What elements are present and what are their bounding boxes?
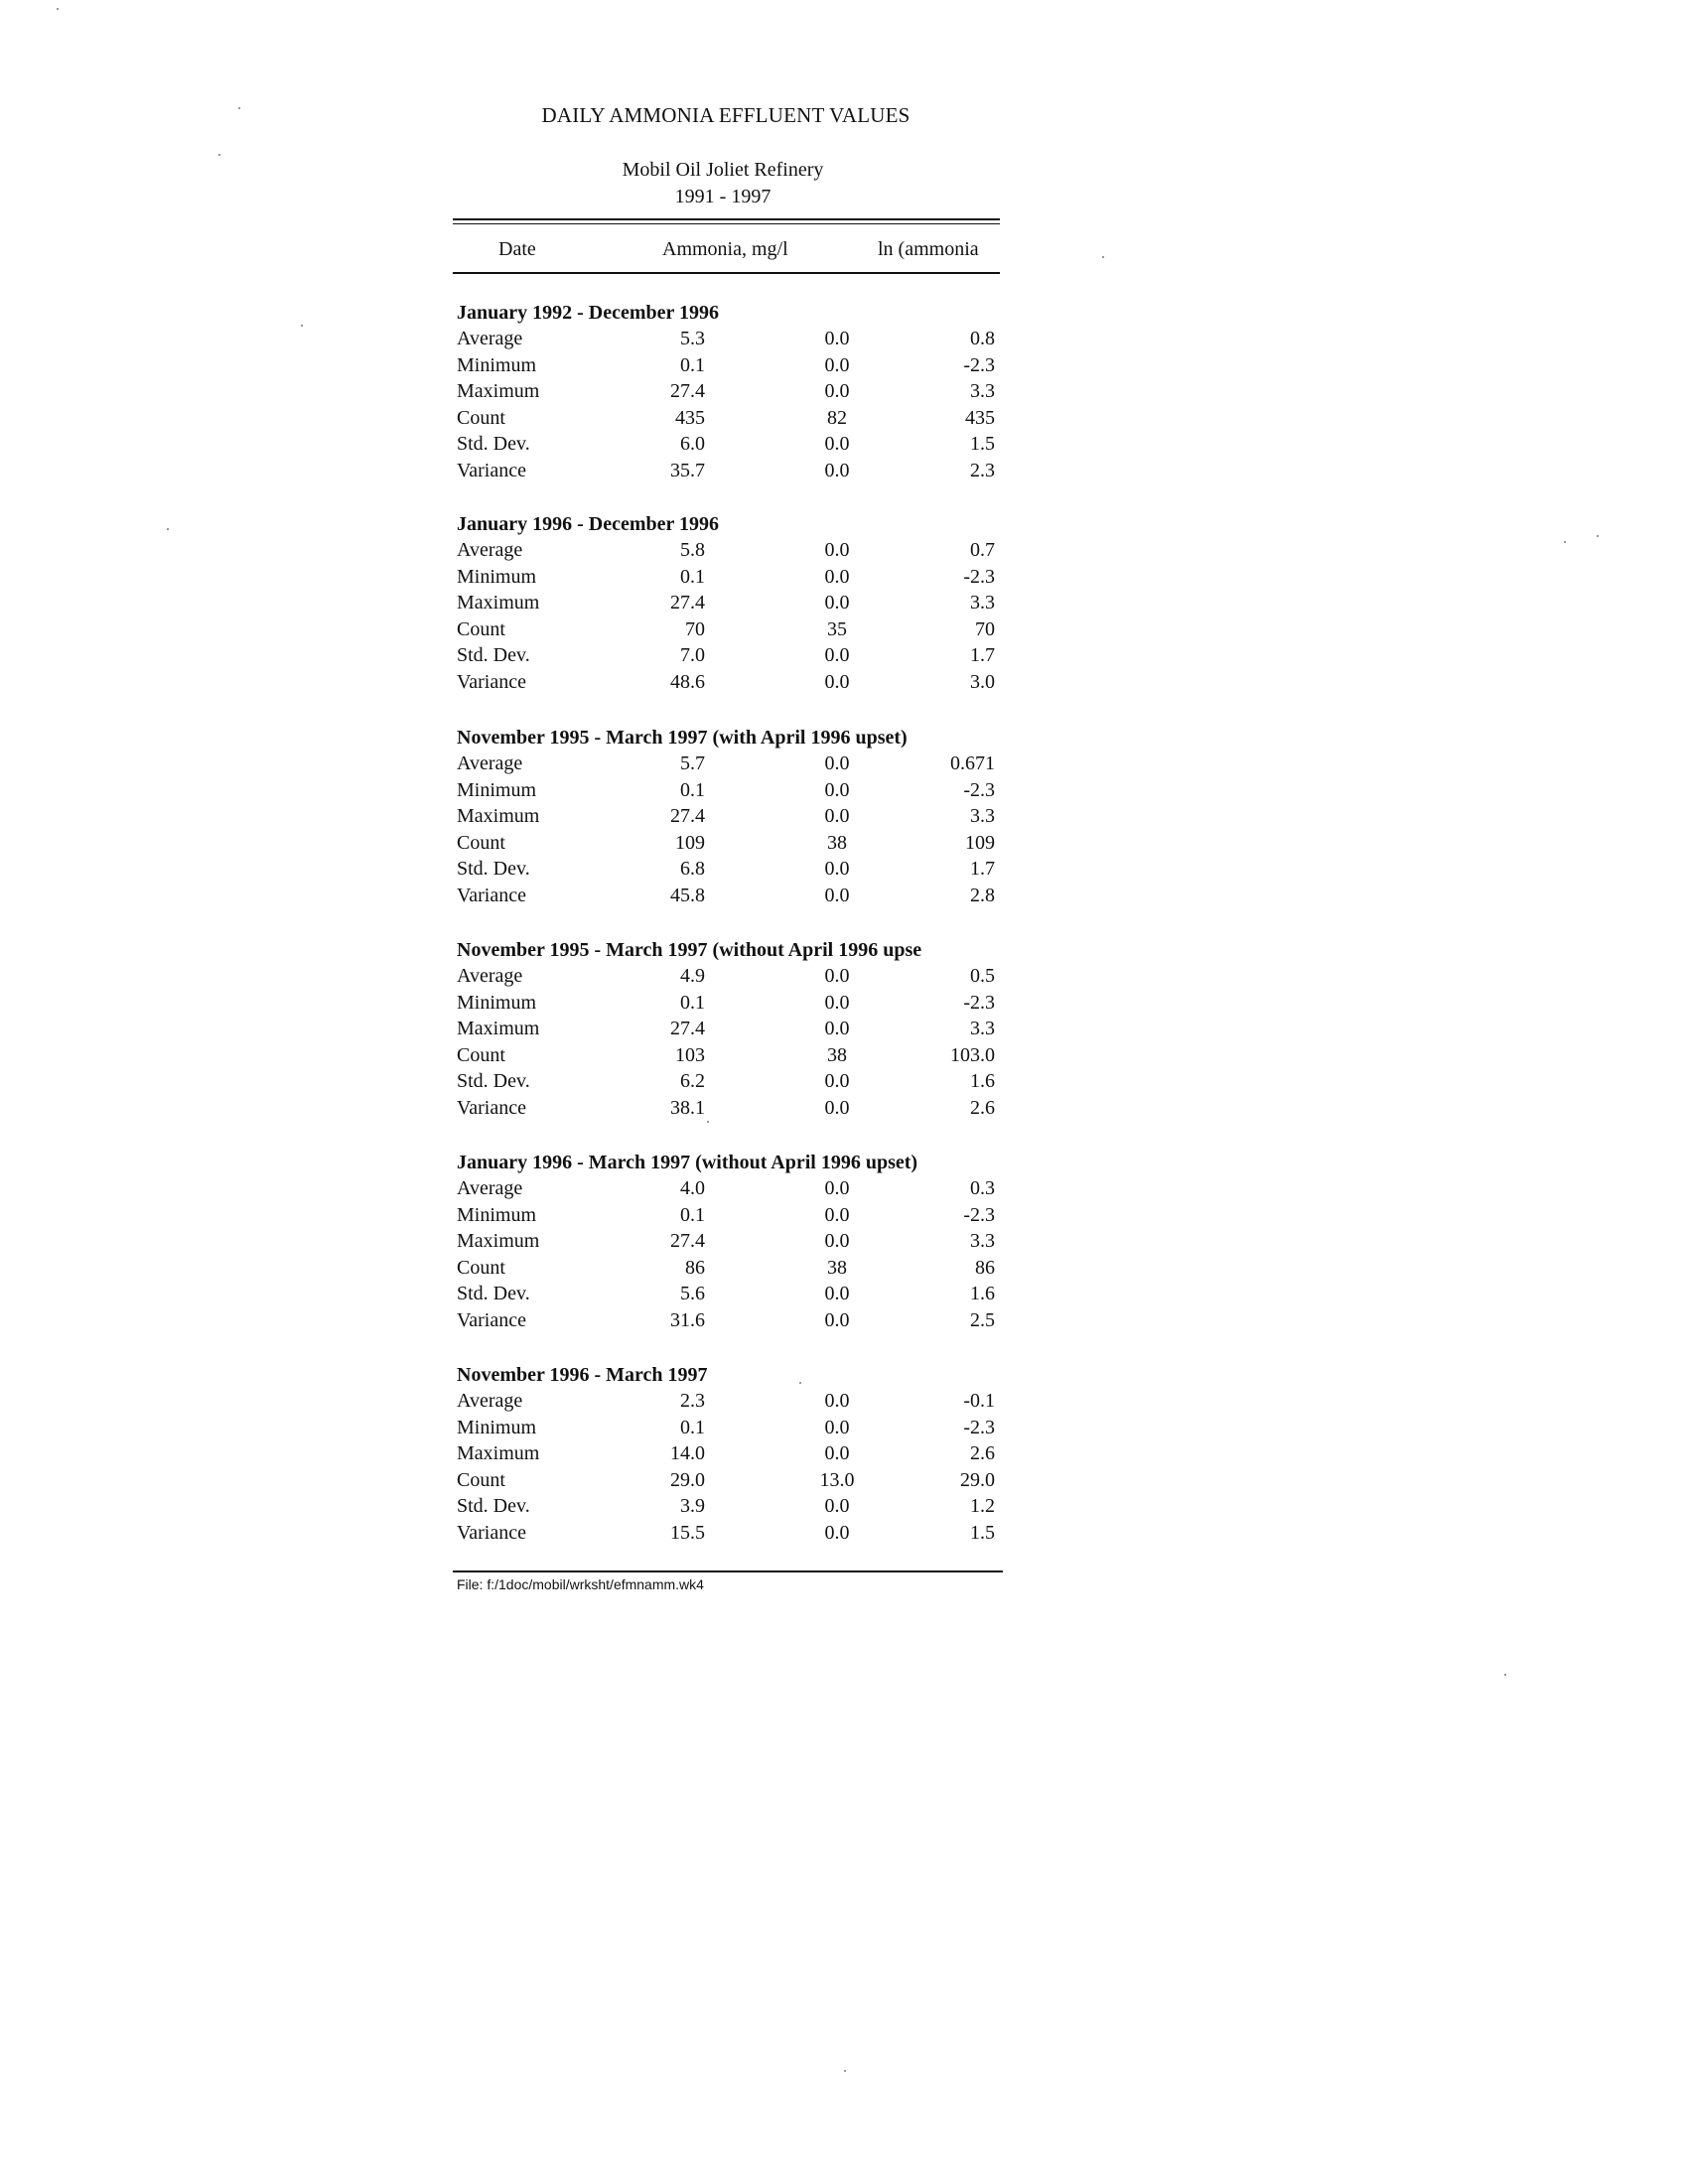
stat-label: Minimum [457, 991, 537, 1014]
stat-value-v2: 0.0 [824, 670, 850, 693]
stat-label: Minimum [457, 778, 537, 801]
stat-value-v2: 0.0 [824, 353, 850, 376]
stat-value-v3: 2.3 [970, 459, 995, 481]
refinery-name: Mobil Oil Joliet Refinery [622, 159, 824, 181]
stat-value-v1: 38.1 [670, 1096, 705, 1119]
stat-label: Std. Dev. [457, 858, 530, 881]
table-row [453, 1415, 1009, 1441]
stat-value-v1: 14.0 [670, 1442, 705, 1465]
stat-label: Variance [457, 1308, 526, 1331]
stat-label: Count [457, 406, 505, 429]
stat-value-v3: 2.6 [970, 1096, 995, 1119]
stat-value-v2: 35 [827, 617, 847, 640]
section-title: January 1996 - December 1996 [457, 513, 720, 535]
stat-label: Average [457, 328, 523, 349]
stat-value-v3: 70 [975, 617, 995, 640]
stat-value-v1: 0.1 [680, 778, 705, 801]
scan-speck [799, 1382, 801, 1384]
table-row [453, 830, 1009, 857]
stat-label: Minimum [457, 565, 537, 588]
stat-label: Maximum [457, 1230, 540, 1253]
stat-value-v2: 0.0 [824, 592, 850, 614]
stat-value-v1: 7.0 [680, 644, 705, 667]
stat-value-v3: 86 [975, 1256, 995, 1279]
table-row [453, 590, 1009, 616]
table-row [453, 1520, 1009, 1547]
stat-label: Variance [457, 1096, 526, 1119]
stat-label: Count [457, 831, 505, 854]
table-row [453, 669, 1009, 696]
section-title: November 1995 - March 1997 (with April 1996 upset) [457, 727, 908, 749]
table-row [453, 1175, 1009, 1202]
table-row [453, 564, 1009, 591]
scan-speck [1504, 1674, 1506, 1676]
table-row [453, 751, 1009, 777]
table-row [453, 642, 1009, 669]
file-footer: File: f:/1doc/mobil/wrksht/efmnamm.wk4 [457, 1576, 704, 1592]
stat-label: Minimum [457, 353, 537, 376]
stat-value-v1: 86 [685, 1256, 705, 1279]
stat-value-v1: 35.7 [670, 459, 705, 481]
table-row [453, 378, 1009, 405]
table-row [453, 803, 1009, 830]
table-row [453, 963, 1009, 990]
stat-value-v1: 0.1 [680, 565, 705, 588]
stat-value-v3: 0.7 [970, 539, 995, 561]
stat-value-v3: 1.5 [970, 1521, 995, 1544]
stat-value-v2: 38 [827, 1256, 847, 1279]
stat-label: Count [457, 617, 505, 640]
stat-value-v1: 5.3 [680, 328, 705, 349]
stat-value-v3: 3.3 [970, 592, 995, 614]
table-row [453, 883, 1009, 909]
scan-speck [707, 1121, 709, 1123]
stat-label: Maximum [457, 592, 540, 614]
stat-value-v2: 0.0 [824, 778, 850, 801]
stat-label: Variance [457, 884, 526, 906]
stat-value-v2: 0.0 [824, 539, 850, 561]
stat-value-v3: 1.2 [970, 1495, 995, 1518]
stat-value-v2: 0.0 [824, 805, 850, 828]
stat-value-v3: 1.7 [970, 858, 995, 881]
table-row [453, 1281, 1009, 1307]
stat-value-v1: 45.8 [670, 884, 705, 906]
stat-value-v2: 0.0 [824, 1390, 850, 1412]
scan-speck [1102, 256, 1104, 258]
stat-label: Minimum [457, 1203, 537, 1226]
stat-value-v2: 0.0 [824, 1283, 850, 1305]
stat-label: Variance [457, 459, 526, 481]
stat-value-v2: 0.0 [824, 1495, 850, 1518]
stat-value-v1: 435 [675, 406, 705, 429]
stat-value-v1: 0.1 [680, 1203, 705, 1226]
stat-value-v2: 0.0 [824, 328, 850, 349]
stat-value-v2: 0.0 [824, 752, 850, 774]
stat-label: Average [457, 965, 523, 987]
stat-value-v2: 0.0 [824, 565, 850, 588]
stat-label: Count [457, 1468, 505, 1491]
stat-value-v1: 0.1 [680, 991, 705, 1014]
stat-value-v3: 3.0 [970, 670, 995, 693]
scan-speck [167, 528, 169, 530]
stat-value-v2: 0.0 [824, 1018, 850, 1040]
stat-value-v1: 5.6 [680, 1283, 705, 1305]
table-row [453, 1467, 1009, 1494]
header-underline [453, 272, 1000, 274]
stat-value-v2: 0.0 [824, 1230, 850, 1253]
stat-value-v2: 0.0 [824, 644, 850, 667]
stat-label: Std. Dev. [457, 1283, 530, 1305]
table-top-rule-thin [453, 223, 1000, 224]
table-row [453, 856, 1009, 883]
stat-value-v3: 3.3 [970, 1230, 995, 1253]
stat-value-v3: 109 [965, 831, 995, 854]
stat-value-v3: 2.5 [970, 1308, 995, 1331]
stat-label: Minimum [457, 1416, 537, 1438]
stat-value-v1: 27.4 [670, 380, 705, 403]
table-row [453, 1493, 1009, 1520]
stat-value-v2: 38 [827, 831, 847, 854]
stat-value-v3: -2.3 [963, 1416, 995, 1438]
stat-value-v1: 5.8 [680, 539, 705, 561]
stat-value-v1: 4.0 [680, 1177, 705, 1199]
stat-value-v3: 0.671 [950, 752, 995, 774]
stat-label: Std. Dev. [457, 1070, 530, 1093]
stat-value-v3: -2.3 [963, 565, 995, 588]
stat-value-v2: 0.0 [824, 1308, 850, 1331]
stat-value-v1: 27.4 [670, 592, 705, 614]
table-row [453, 1042, 1009, 1069]
stat-value-v2: 0.0 [824, 459, 850, 481]
stat-value-v1: 31.6 [670, 1308, 705, 1331]
page-title: DAILY AMMONIA EFFLUENT VALUES [541, 103, 911, 127]
stat-value-v2: 13.0 [819, 1468, 855, 1491]
stat-value-v3: -2.3 [963, 991, 995, 1014]
table-row [453, 537, 1009, 564]
stat-value-v1: 15.5 [670, 1521, 705, 1544]
table-row [453, 1228, 1009, 1255]
stat-section [453, 1362, 1009, 1547]
table-row [453, 326, 1009, 352]
stat-value-v1: 109 [675, 831, 705, 854]
stat-value-v2: 0.0 [824, 991, 850, 1014]
stat-section [453, 937, 1009, 1122]
stat-value-v3: 0.3 [970, 1177, 995, 1199]
table-row [453, 352, 1009, 379]
stat-value-v2: 0.0 [824, 965, 850, 987]
stat-label: Maximum [457, 380, 540, 403]
stat-label: Average [457, 1390, 523, 1412]
stat-value-v1: 0.1 [680, 1416, 705, 1438]
subtitle [0, 157, 1446, 210]
stat-value-v3: -2.3 [963, 778, 995, 801]
stat-value-v2: 0.0 [824, 1521, 850, 1544]
section-title: November 1995 - March 1997 (without April 1996 upse [457, 939, 922, 961]
stat-section [453, 511, 1009, 696]
scan-speck [57, 8, 59, 10]
column-header-ln-ammonia: ln (ammonia [878, 238, 979, 260]
stat-value-v2: 82 [827, 406, 847, 429]
stat-value-v3: 2.6 [970, 1442, 995, 1465]
stat-label: Maximum [457, 805, 540, 828]
table-row [453, 1202, 1009, 1229]
stat-value-v1: 29.0 [670, 1468, 705, 1491]
stat-value-v1: 27.4 [670, 1018, 705, 1040]
stat-label: Average [457, 1177, 523, 1199]
stat-label: Average [457, 752, 523, 774]
table-row [453, 777, 1009, 804]
stat-value-v3: -0.1 [963, 1390, 995, 1412]
table-row [453, 1068, 1009, 1095]
stat-value-v3: 2.8 [970, 884, 995, 906]
table-row [453, 1388, 1009, 1415]
stat-value-v3: 0.8 [970, 328, 995, 349]
stat-label: Average [457, 539, 523, 561]
scan-speck [238, 107, 240, 109]
stat-value-v1: 6.0 [680, 433, 705, 456]
stat-value-v1: 27.4 [670, 805, 705, 828]
table-row [453, 616, 1009, 643]
stat-value-v1: 27.4 [670, 1230, 705, 1253]
stat-value-v3: 103.0 [950, 1043, 995, 1066]
stat-value-v3: 1.6 [970, 1283, 995, 1305]
year-range: 1991 - 1997 [674, 186, 772, 207]
stat-value-v3: 3.3 [970, 380, 995, 403]
stat-value-v2: 0.0 [824, 433, 850, 456]
table-top-rule [453, 218, 1000, 220]
stat-value-v3: 3.3 [970, 805, 995, 828]
stat-label: Count [457, 1256, 505, 1279]
stat-value-v3: 1.7 [970, 644, 995, 667]
stat-value-v3: 3.3 [970, 1018, 995, 1040]
table-row [453, 1016, 1009, 1042]
stat-value-v3: 0.5 [970, 965, 995, 987]
table-row [453, 1255, 1009, 1282]
stat-value-v1: 0.1 [680, 353, 705, 376]
stat-value-v1: 3.9 [680, 1495, 705, 1518]
stat-value-v3: -2.3 [963, 1203, 995, 1226]
stat-value-v1: 6.2 [680, 1070, 705, 1093]
stat-section [453, 1150, 1009, 1334]
scan-speck [218, 154, 220, 156]
table-row [453, 1095, 1009, 1122]
stat-value-v3: -2.3 [963, 353, 995, 376]
stat-label: Variance [457, 1521, 526, 1544]
stat-value-v2: 0.0 [824, 884, 850, 906]
stat-section [453, 725, 1009, 909]
stat-label: Count [457, 1043, 505, 1066]
table-row [453, 431, 1009, 458]
stat-value-v1: 48.6 [670, 670, 705, 693]
stat-value-v2: 0.0 [824, 1442, 850, 1465]
stat-value-v1: 4.9 [680, 965, 705, 987]
column-header-ammonia: Ammonia, mg/l [662, 238, 788, 260]
scan-speck [844, 2070, 846, 2072]
stat-label: Maximum [457, 1442, 540, 1465]
stat-value-v2: 0.0 [824, 1070, 850, 1093]
stat-value-v2: 0.0 [824, 1416, 850, 1438]
scan-speck [1564, 541, 1566, 543]
table-row [453, 405, 1009, 432]
table-row [453, 458, 1009, 484]
stat-section [453, 300, 1009, 484]
stat-value-v1: 70 [685, 617, 705, 640]
stat-value-v2: 0.0 [824, 1203, 850, 1226]
stat-value-v3: 435 [965, 406, 995, 429]
stat-value-v3: 29.0 [960, 1468, 995, 1491]
stat-value-v2: 38 [827, 1043, 847, 1066]
stat-value-v1: 103 [675, 1043, 705, 1066]
stat-value-v1: 2.3 [680, 1390, 705, 1412]
table-row [453, 990, 1009, 1017]
table-row [453, 1440, 1009, 1467]
stat-value-v2: 0.0 [824, 1177, 850, 1199]
column-header-date: Date [498, 238, 536, 260]
section-title: January 1996 - March 1997 (without April 1996 upset) [457, 1152, 918, 1173]
stat-label: Maximum [457, 1018, 540, 1040]
table-bottom-rule [453, 1570, 1003, 1572]
stat-label: Variance [457, 670, 526, 693]
stat-label: Std. Dev. [457, 644, 530, 667]
stat-value-v2: 0.0 [824, 380, 850, 403]
stat-value-v2: 0.0 [824, 1096, 850, 1119]
section-title: January 1992 - December 1996 [457, 302, 720, 324]
stat-value-v3: 1.5 [970, 433, 995, 456]
stat-value-v1: 6.8 [680, 858, 705, 881]
section-title: November 1996 - March 1997 [457, 1364, 708, 1386]
table-row [453, 1307, 1009, 1334]
scan-speck [1597, 535, 1599, 537]
stat-value-v2: 0.0 [824, 858, 850, 881]
stat-label: Std. Dev. [457, 1495, 530, 1518]
stat-label: Std. Dev. [457, 433, 530, 456]
scan-speck [301, 325, 303, 327]
stat-value-v1: 5.7 [680, 752, 705, 774]
stat-value-v3: 1.6 [970, 1070, 995, 1093]
